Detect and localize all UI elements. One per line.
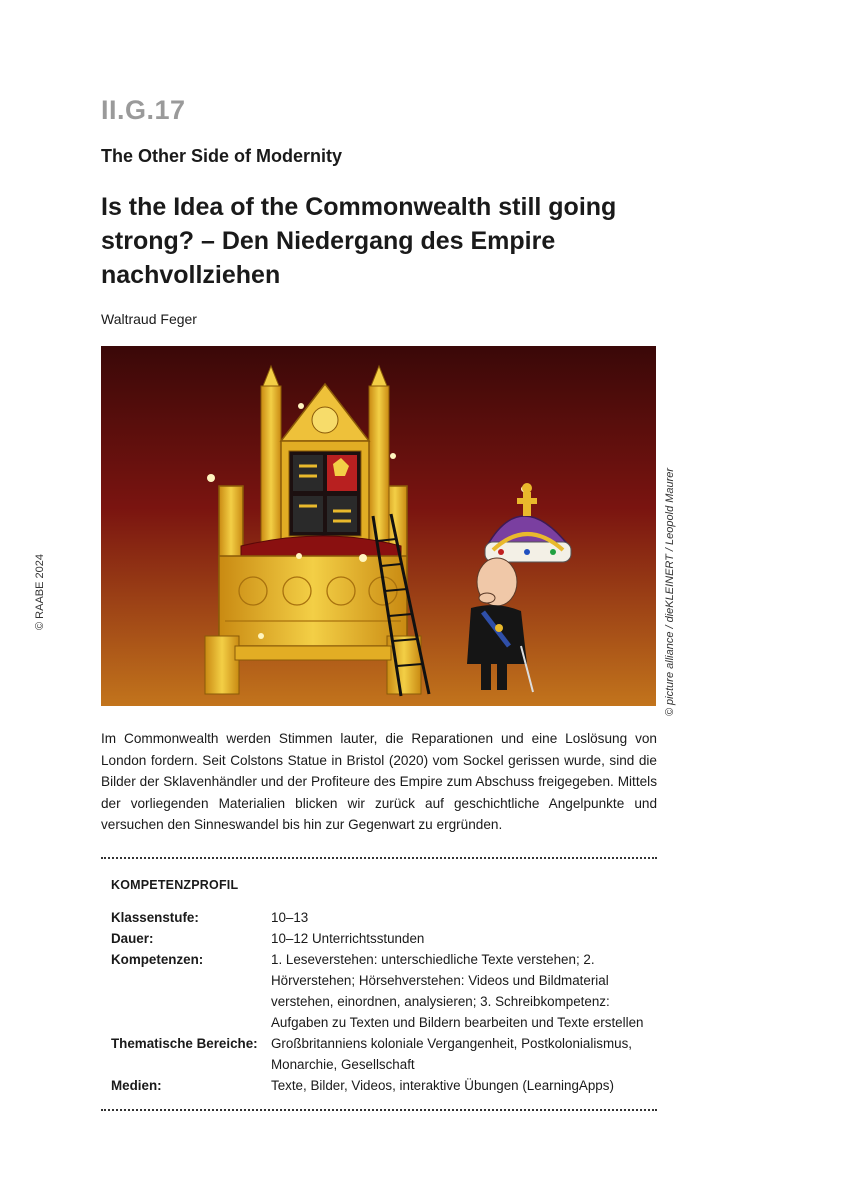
kp-row-klassenstufe (111, 907, 651, 928)
author-name: Waltraud Feger (101, 311, 197, 327)
cover-illustration (101, 346, 656, 706)
kompetenzprofil-table (111, 907, 651, 1096)
divider-bottom (101, 1109, 657, 1111)
series-code: II.G.17 (101, 95, 186, 125)
series-subtitle: The Other Side of Modernity (101, 146, 343, 166)
kp-row-medien (111, 1075, 651, 1096)
intro-paragraph: Im Commonwealth werden Stimmen lauter, die Reparationen und eine Loslösung von London fordern. Seit Colstons Statue in Bristol (2020) vom Sockel gerissen wurde, sind die Bilder der Sklavenhändler und der Profiteure des Empire zum Abschuss freigegeben. Mittels der vorliegenden Materialien blicken wir zurück auf geschichtliche Angelpunkte und versuchen den Sinneswandel bis hin zur Gegenwart zu ergründen. (101, 731, 657, 833)
kp-label: Medien: (111, 1078, 162, 1093)
kp-value: 10–13 (271, 910, 309, 925)
kp-label: Thematische Bereiche: (111, 1036, 258, 1051)
image-credit: © picture alliance / dieKLEINERT / Leopold Maurer (664, 467, 676, 717)
divider-top (101, 857, 657, 859)
cartoon-throne-king-image (101, 346, 656, 706)
kp-row-thematische-bereiche (111, 1033, 651, 1075)
kompetenzprofil-heading: KOMPETENZPROFIL (111, 878, 239, 892)
kp-label: Dauer: (111, 931, 154, 946)
kp-value: 10–12 Unterrichtsstunden (271, 931, 425, 946)
kp-value: Großbritanniens koloniale Vergangenheit, Postkolonialismus, Monarchie, Gesellschaft (271, 1036, 633, 1072)
kp-label: Klassenstufe: (111, 910, 199, 925)
kp-row-kompetenzen (111, 949, 651, 1033)
kp-label: Kompetenzen: (111, 952, 204, 967)
kp-value: Texte, Bilder, Videos, interaktive Übungen (LearningApps) (271, 1078, 614, 1093)
page-title: Is the Idea of the Commonwealth still going strong? – Den Niedergang des Empire nachvollziehen (101, 193, 617, 289)
kp-row-dauer (111, 928, 651, 949)
copyright-notice: © RAABE 2024 (34, 554, 46, 630)
kp-value: 1. Leseverstehen: unterschiedliche Texte verstehen; 2. Hörverstehen; Hörsehverstehen: Videos und Bildmaterial verstehen, einordnen, analysieren; 3. Schreibkompetenz: Aufgaben zu Texten und Bildern bearbeiten und Texte erstellen (271, 952, 644, 1030)
